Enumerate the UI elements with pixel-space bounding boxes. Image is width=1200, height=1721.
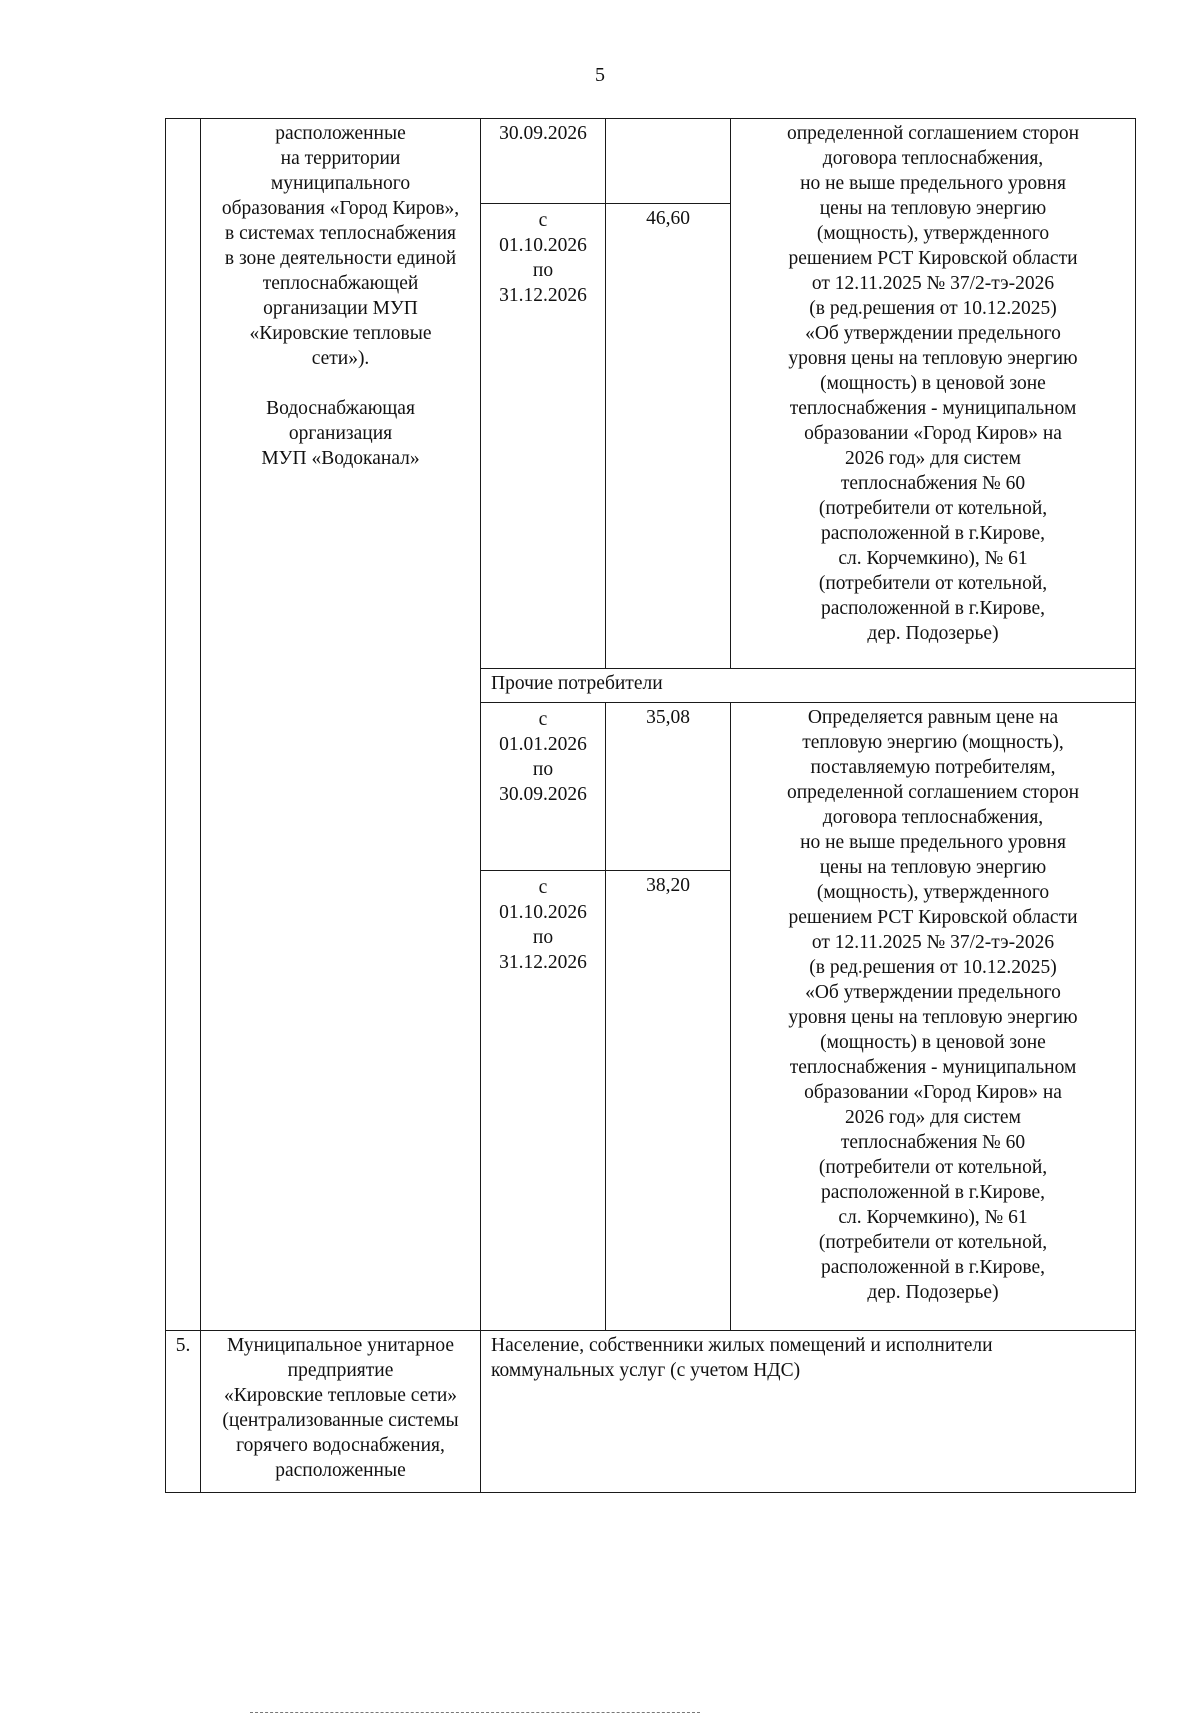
price-note-cell: определенной соглашением сторон договора теплоснабжения, но не выше предельного уровня цены на тепловую энергию (мощность), утвержденного решением РСТ Кировской области от 12.11.2025 № 37/2-тэ-2026 (в ред.решения от 10.12.2025) «Об утверждении предельного уровня цены на тепловую энергию (мощность) в ценовой зоне теплоснабжения - муниципальном образовании «Город Киров» на 2026 год» для систем теплоснабжения № 60 (потребители от котельной, расположенной в г.Кирове, сл. Корчемкино), № 61 (потребители от котельной, расположенной в г.Кирове, дер. Подозерье) xyxy=(731,119,1136,669)
price-cell xyxy=(606,119,731,204)
scan-edge-line xyxy=(250,1712,700,1713)
org-cell xyxy=(201,119,481,1331)
org-heat-text: расположенные на территории муниципального образования «Город Киров», в системах теплоснабжения в зоне деятельности единой теплоснабжающей организации МУП «Кировские тепловые сети»). xyxy=(221,123,460,369)
consumer-group-cell: Население, собственники жилых помещений и исполнители коммунальных услуг (с учетом НДС) xyxy=(481,1331,1136,1493)
period-cell: с 01.10.2026 по 31.12.2026 xyxy=(481,204,606,669)
period-cell: с 01.01.2026 по 30.09.2026 xyxy=(481,703,606,871)
period-cell: с 01.10.2026 по 31.12.2026 xyxy=(481,871,606,1331)
price-note-cell: Определяется равным цене на тепловую энергию (мощность), поставляемую потребителям, определенной соглашением сторон договора теплоснабжения, но не выше предельного уровня цены на тепловую энергию (мощность), утвержденного решением РСТ Кировской области от 12.11.2025 № 37/2-тэ-2026 (в ред.решения от 10.12.2025) «Об утверждении предельного уровня цены на тепловую энергию (мощность) в ценовой зоне теплоснабжения - муниципальном образовании «Город Киров» на 2026 год» для систем теплоснабжения № 60 (потребители от котельной, расположенной в г.Кирове, сл. Корчемкино), № 61 (потребители от котельной, расположенной в г.Кирове, дер. Подозерье) xyxy=(731,703,1136,1331)
org-cell: Муниципальное унитарное предприятие «Кировские тепловые сети» (централизованные системы горячего водоснабжения, расположенные xyxy=(201,1331,481,1493)
consumer-group-header: Прочие потребители xyxy=(481,669,1136,703)
table-row xyxy=(166,1331,1136,1493)
org-water-text: Водоснабжающая организация МУП «Водоканал» xyxy=(261,398,420,469)
table-row xyxy=(166,119,1136,204)
price-cell: 35,08 xyxy=(606,703,731,871)
row-number-cell: 5. xyxy=(166,1331,201,1493)
row-number-cell xyxy=(166,119,201,1331)
price-cell: 46,60 xyxy=(606,204,731,669)
tariff-table xyxy=(165,118,1136,1493)
period-cell: 30.09.2026 xyxy=(481,119,606,204)
price-cell: 38,20 xyxy=(606,871,731,1331)
page-number: 5 xyxy=(595,64,605,86)
